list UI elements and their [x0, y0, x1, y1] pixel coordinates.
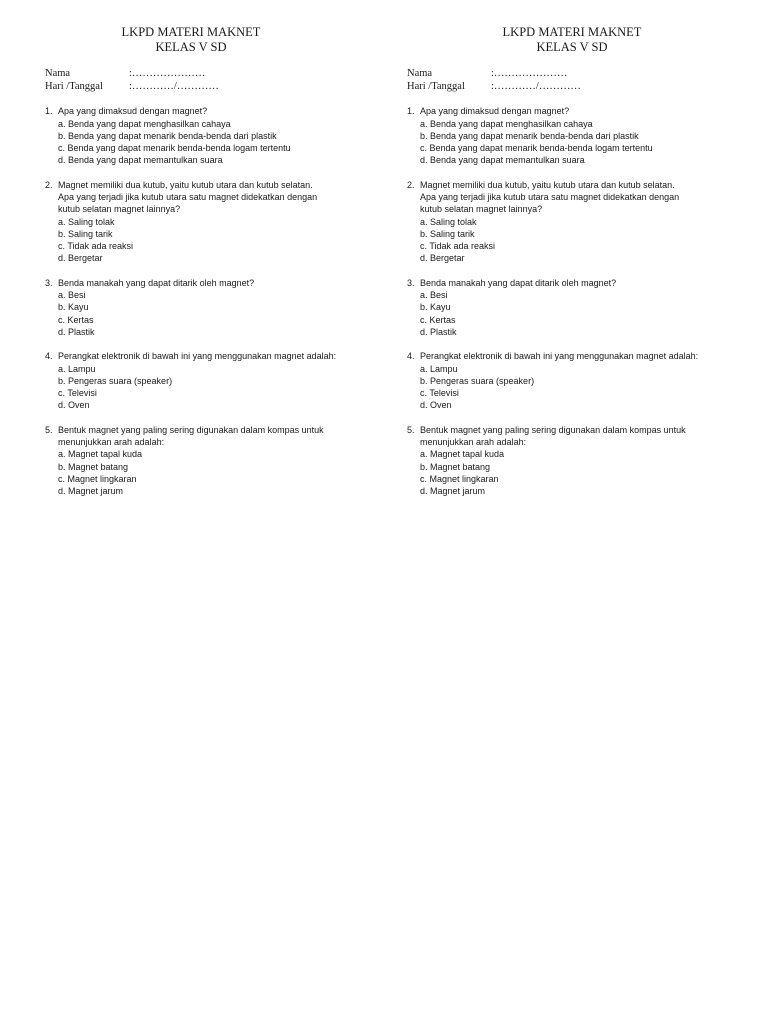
answer-option-a: a. Saling tolak	[58, 216, 115, 227]
question-text: menunjukkan arah adalah:	[58, 437, 165, 448]
date-blank: :…………/…………	[129, 81, 219, 92]
answer-option-a: a. Besi	[58, 290, 86, 301]
worksheet-header	[407, 25, 737, 55]
answer-option-a: a. Lampu	[420, 363, 458, 374]
answer-option-a: a. Saling tolak	[420, 216, 477, 227]
worksheet-title: LKPD MATERI MAKNET	[121, 25, 261, 39]
answer-option-c: c. Benda yang dapat menarik benda-benda logam tertentu	[420, 143, 653, 154]
question-text: Magnet memiliki dua kutub, yaitu kutub utara dan kutub selatan.	[420, 179, 675, 190]
answer-option-b: b. Saling tarik	[58, 228, 113, 239]
question-4	[45, 350, 345, 411]
question-text: Bentuk magnet yang paling sering digunakan dalam kompas untuk	[58, 424, 324, 435]
identity-fields	[407, 67, 737, 93]
question-number: 3.	[45, 277, 53, 288]
answer-option-b: b. Magnet batang	[420, 461, 491, 472]
question-5	[407, 424, 737, 498]
answer-option-b: b. Magnet batang	[58, 461, 129, 472]
worksheet-left	[45, 25, 345, 510]
question-text: kutub selatan magnet lainnya?	[58, 204, 181, 215]
question-5	[45, 424, 345, 498]
answer-option-c: c. Televisi	[58, 388, 97, 399]
answer-option-a: a. Lampu	[58, 363, 96, 374]
answer-option-b: b. Kayu	[58, 302, 89, 313]
question-number: 1.	[45, 106, 53, 117]
question-2	[45, 179, 345, 265]
question-number: 5.	[45, 424, 53, 435]
question-number: 5.	[407, 424, 415, 435]
question-text: Perangkat elektronik di bawah ini yang menggunakan magnet adalah:	[420, 351, 699, 362]
answer-option-d: d. Bergetar	[58, 253, 103, 264]
date-field	[407, 80, 737, 93]
question-list	[45, 105, 345, 497]
question-text: Benda manakah yang dapat ditarik oleh magnet?	[58, 277, 255, 288]
answer-option-c: c. Tidak ada reaksi	[58, 241, 134, 252]
name-label: Nama	[45, 68, 71, 79]
question-number: 2.	[45, 179, 53, 190]
date-label: Hari /Tanggal	[45, 81, 103, 92]
question-3	[407, 277, 737, 338]
question-text: kutub selatan magnet lainnya?	[420, 204, 543, 215]
answer-option-c: c. Benda yang dapat menarik benda-benda logam tertentu	[58, 143, 291, 154]
worksheet-header	[45, 25, 337, 55]
answer-option-b: b. Pengeras suara (speaker)	[58, 375, 173, 386]
question-text: menunjukkan arah adalah:	[420, 437, 527, 448]
name-blank: :…………………	[491, 68, 568, 79]
answer-option-d: d. Bergetar	[420, 253, 465, 264]
question-4	[407, 350, 737, 411]
identity-fields	[45, 67, 345, 93]
answer-option-a: a. Besi	[420, 290, 448, 301]
answer-option-d: d. Oven	[420, 400, 452, 411]
worksheet-class: KELAS V SD	[155, 40, 227, 54]
date-field	[45, 80, 345, 93]
question-number: 3.	[407, 277, 415, 288]
question-3	[45, 277, 345, 338]
question-number: 1.	[407, 106, 415, 117]
question-number: 4.	[407, 351, 415, 362]
answer-option-d: d. Plastik	[58, 326, 95, 337]
answer-option-a: a. Benda yang dapat menghasilkan cahaya	[420, 118, 593, 129]
question-list	[407, 105, 737, 497]
worksheet-title: LKPD MATERI MAKNET	[502, 25, 642, 39]
answer-option-a: a. Magnet tapal kuda	[420, 449, 505, 460]
answer-option-d: d. Benda yang dapat memantulkan suara	[58, 155, 223, 166]
answer-option-a: a. Magnet tapal kuda	[58, 449, 143, 460]
question-text: Benda manakah yang dapat ditarik oleh magnet?	[420, 277, 617, 288]
answer-option-d: d. Magnet jarum	[420, 486, 486, 497]
answer-option-b: b. Benda yang dapat menarik benda-benda dari plastik	[58, 130, 277, 141]
answer-option-c: c. Magnet lingkaran	[58, 473, 137, 484]
answer-option-a: a. Benda yang dapat menghasilkan cahaya	[58, 118, 231, 129]
question-1	[45, 105, 345, 166]
question-text: Apa yang terjadi jika kutub utara satu magnet didekatkan dengan	[420, 192, 680, 203]
answer-option-b: b. Saling tarik	[420, 228, 475, 239]
worksheet-right	[407, 25, 737, 510]
question-number: 2.	[407, 179, 415, 190]
answer-option-b: b. Pengeras suara (speaker)	[420, 375, 535, 386]
question-1	[407, 105, 737, 166]
answer-option-c: c. Kertas	[58, 314, 94, 325]
question-text: Apa yang terjadi jika kutub utara satu magnet didekatkan dengan	[58, 192, 318, 203]
question-2	[407, 179, 737, 265]
question-text: Apa yang dimaksud dengan magnet?	[420, 106, 570, 117]
worksheet-class: KELAS V SD	[536, 40, 608, 54]
answer-option-c: c. Televisi	[420, 388, 459, 399]
answer-option-c: c. Magnet lingkaran	[420, 473, 499, 484]
answer-option-b: b. Benda yang dapat menarik benda-benda dari plastik	[420, 130, 639, 141]
answer-option-c: c. Kertas	[420, 314, 456, 325]
name-blank: :…………………	[129, 68, 206, 79]
name-field	[407, 67, 737, 80]
answer-option-b: b. Kayu	[420, 302, 451, 313]
name-label: Nama	[407, 68, 433, 79]
name-field	[45, 67, 345, 80]
question-text: Apa yang dimaksud dengan magnet?	[58, 106, 208, 117]
answer-option-d: d. Magnet jarum	[58, 486, 124, 497]
question-text: Bentuk magnet yang paling sering digunakan dalam kompas untuk	[420, 424, 686, 435]
answer-option-c: c. Tidak ada reaksi	[420, 241, 496, 252]
question-text: Perangkat elektronik di bawah ini yang menggunakan magnet adalah:	[58, 351, 337, 362]
answer-option-d: d. Plastik	[420, 326, 457, 337]
date-label: Hari /Tanggal	[407, 81, 465, 92]
question-text: Magnet memiliki dua kutub, yaitu kutub utara dan kutub selatan.	[58, 179, 313, 190]
question-number: 4.	[45, 351, 53, 362]
answer-option-d: d. Oven	[58, 400, 90, 411]
answer-option-d: d. Benda yang dapat memantulkan suara	[420, 155, 585, 166]
date-blank: :…………/…………	[491, 81, 581, 92]
